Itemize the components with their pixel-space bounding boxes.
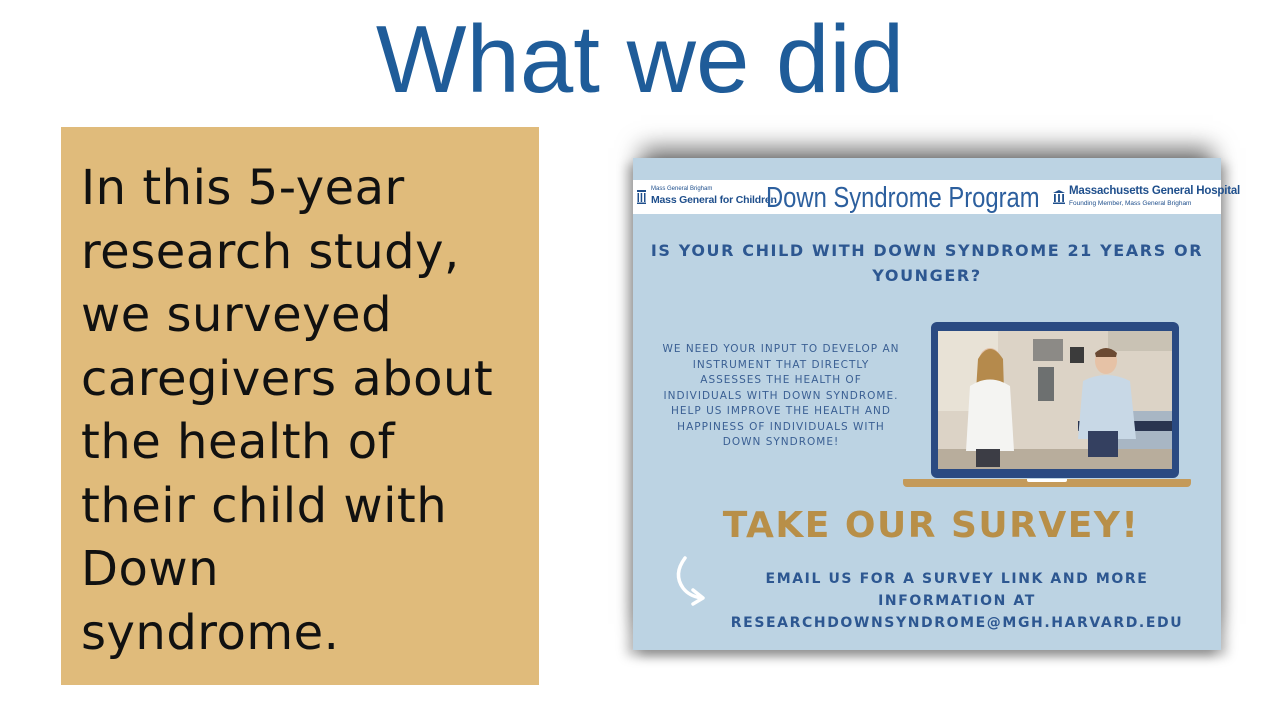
- email-address: RESEARCHDOWNSYNDROME@MGH.HARVARD.EDU: [730, 615, 1184, 631]
- description-line: Down: [81, 541, 220, 597]
- laptop-notch: [1027, 479, 1067, 482]
- logo-left-large-text: Mass General for Children: [651, 194, 777, 206]
- question-line: YOUNGER?: [872, 266, 982, 285]
- email-contact-text: [693, 568, 1221, 634]
- description-line: caregivers about: [81, 350, 494, 407]
- need-line: DOWN SYNDROME!: [722, 436, 840, 448]
- hospital-building-icon: [1053, 190, 1065, 204]
- description-box: [61, 127, 539, 685]
- email-line: EMAIL US FOR A SURVEY LINK AND MORE: [765, 571, 1149, 587]
- email-line: INFORMATION AT: [878, 593, 1036, 609]
- description-line: their child with: [81, 477, 448, 534]
- need-line: INSTRUMENT THAT DIRECTLY: [692, 358, 870, 371]
- input-request-text: [643, 342, 919, 451]
- eligibility-question: [639, 238, 1215, 288]
- clinic-scene-illustration: [938, 331, 1172, 469]
- logo-right-small-text: Founding Member, Mass General Brigham: [1069, 200, 1192, 207]
- survey-flyer-image: [633, 158, 1241, 650]
- program-title: Down Syndrome Program: [766, 182, 1040, 214]
- description-line: In this 5-year: [81, 160, 405, 216]
- take-survey-heading: TAKE OUR SURVEY!: [722, 505, 1140, 546]
- clinic-visit-photo: [938, 331, 1172, 469]
- question-line: IS YOUR CHILD WITH DOWN SYNDROME 21 YEARS OR: [650, 241, 1204, 260]
- need-line: HAPPINESS OF INDIVIDUALS WITH: [677, 420, 885, 433]
- need-line: WE NEED YOUR INPUT TO DEVELOP AN: [662, 343, 900, 355]
- description-line: syndrome.: [81, 604, 340, 661]
- logo-left-small-text: Mass General Brigham: [651, 186, 713, 192]
- need-line: INDIVIDUALS WITH DOWN SYNDROME.: [663, 389, 899, 402]
- mgfc-logo: [637, 184, 777, 210]
- description-line: the health of: [81, 414, 395, 470]
- mgh-logo: [1053, 184, 1241, 210]
- need-line: ASSESSES THE HEALTH OF: [700, 374, 862, 386]
- program-banner: [633, 180, 1241, 214]
- need-line: HELP US IMPROVE THE HEALTH AND: [671, 405, 891, 417]
- description-text: [81, 157, 531, 665]
- laptop-screen: [931, 322, 1179, 478]
- logo-right-large-text: Massachusetts General Hospital: [1069, 185, 1241, 197]
- description-line: research study,: [81, 223, 460, 280]
- hospital-building-icon: [637, 190, 646, 204]
- description-line: we surveyed: [81, 287, 393, 343]
- slide-title: What we did: [375, 6, 905, 113]
